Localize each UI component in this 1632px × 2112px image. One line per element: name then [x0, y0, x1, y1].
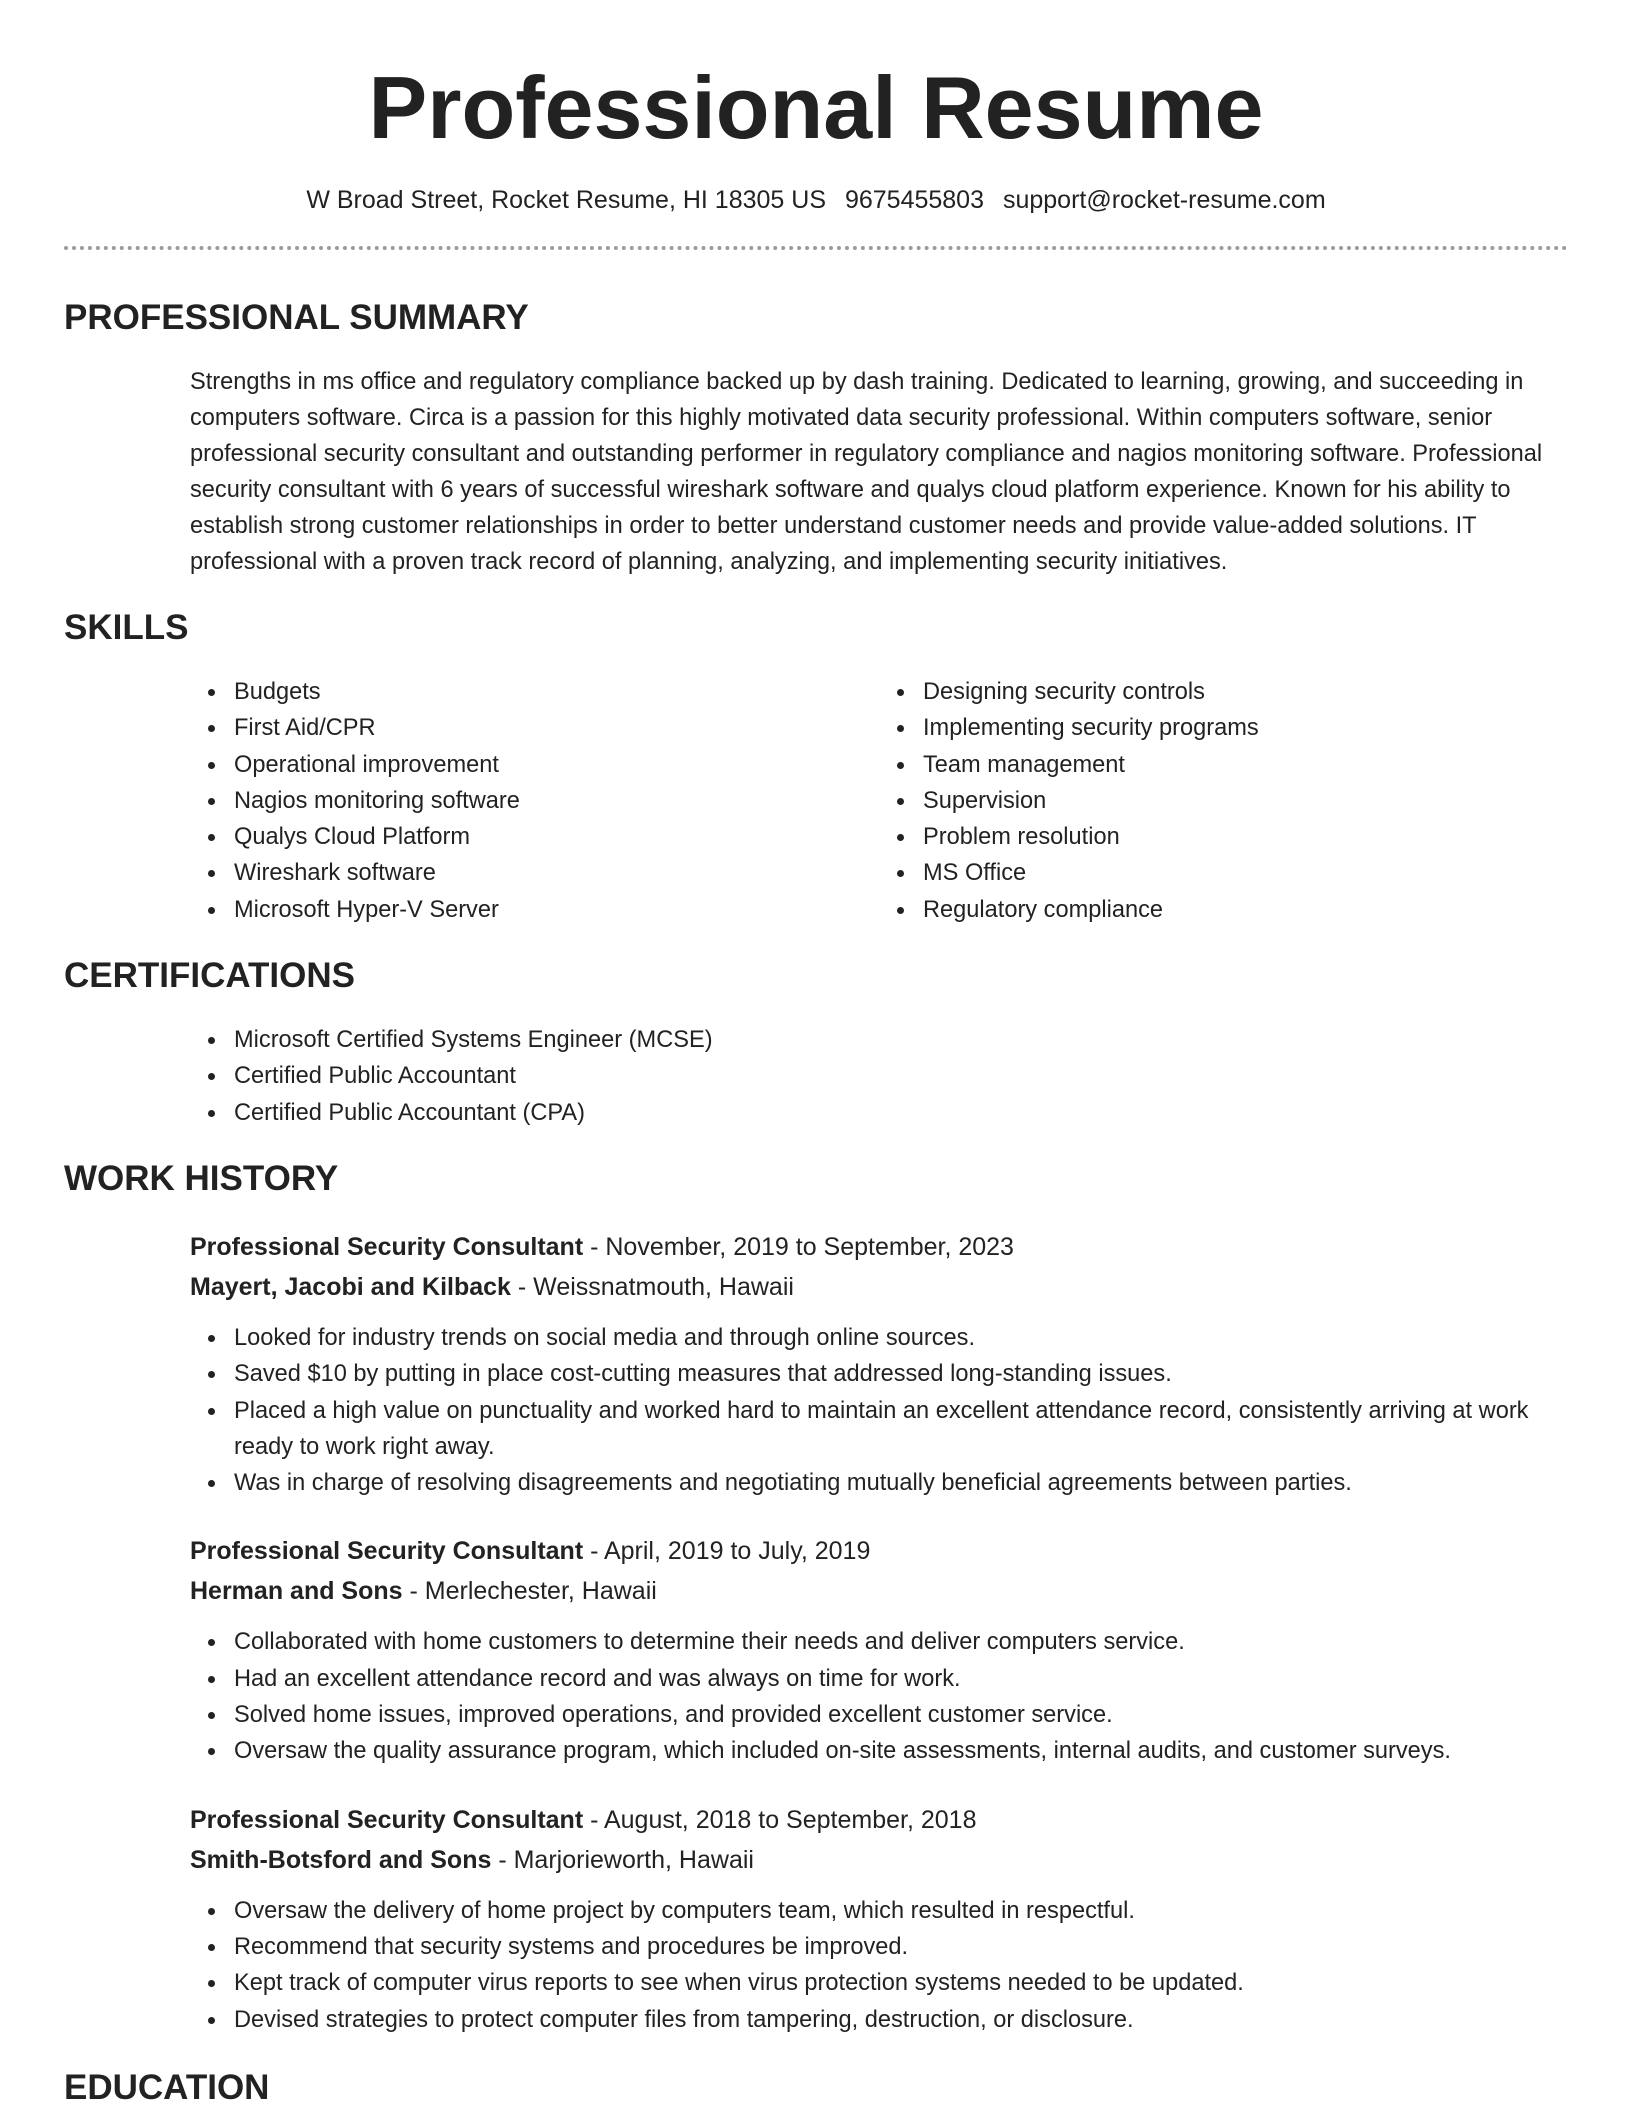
section-title-certifications: CERTIFICATIONS: [64, 956, 356, 996]
job-entry: [190, 1531, 1568, 1769]
job-location: - Marjorieworth, Hawaii: [491, 1845, 754, 1874]
skill-item: Regulatory compliance: [923, 892, 1568, 928]
job-bullets: [190, 1893, 1568, 2038]
skill-item: Wireshark software: [234, 855, 879, 891]
job-title-line: [190, 1531, 1568, 1571]
job-bullets: [190, 1624, 1568, 1769]
skill-item: MS Office: [923, 855, 1568, 891]
job-company-line: [190, 1267, 1568, 1307]
job-title-line: [190, 1800, 1568, 1840]
skill-item: Designing security controls: [923, 674, 1568, 710]
job-entry: [190, 1227, 1568, 1501]
skill-item: Budgets: [234, 674, 879, 710]
job-bullet: Oversaw the quality assurance program, which included on-site assessments, internal audits, and customer surveys.: [234, 1733, 1568, 1769]
certification-item: Microsoft Certified Systems Engineer (MCSE): [234, 1022, 1568, 1058]
job-dates: - November, 2019 to September, 2023: [583, 1232, 1014, 1261]
contact-phone: 9675455803: [844, 186, 984, 214]
job-bullet: Was in charge of resolving disagreements and negotiating mutually beneficial agreements between parties.: [234, 1465, 1568, 1501]
job-bullet: Saved $10 by putting in place cost-cutting measures that addressed long-standing issues.: [234, 1356, 1568, 1392]
job-bullet: Recommend that security systems and procedures be improved.: [234, 1929, 1568, 1965]
job-bullets: [190, 1320, 1568, 1501]
job-location: - Merlechester, Hawaii: [402, 1577, 657, 1606]
job-bullet: Oversaw the delivery of home project by computers team, which resulted in respectful.: [234, 1893, 1568, 1929]
contact-address: W Broad Street, Rocket Resume, HI 18305 US: [306, 186, 826, 214]
job-bullet: Collaborated with home customers to determine their needs and deliver computers service.: [234, 1624, 1568, 1660]
job-dates: - August, 2018 to September, 2018: [583, 1805, 977, 1834]
job-dates: - April, 2019 to July, 2019: [583, 1537, 871, 1566]
job-company-line: [190, 1571, 1568, 1611]
job-role: Professional Security Consultant: [190, 1537, 584, 1566]
skill-item: Problem resolution: [923, 819, 1568, 855]
header-divider: [64, 246, 1568, 250]
contact-email: support@rocket-resume.com: [1002, 186, 1326, 214]
job-bullet: Solved home issues, improved operations, and provided excellent customer service.: [234, 1697, 1568, 1733]
section-title-education: EDUCATION: [64, 2067, 270, 2107]
certifications-list: [190, 1022, 1568, 1131]
job-company: Mayert, Jacobi and Kilback: [190, 1272, 511, 1301]
certifications-block: [190, 1022, 1568, 1131]
job-bullet: Looked for industry trends on social media and through online sources.: [234, 1320, 1568, 1356]
job-company: Smith-Botsford and Sons: [190, 1845, 492, 1874]
job-company-line: [190, 1840, 1568, 1880]
job-role: Professional Security Consultant: [190, 1805, 584, 1834]
job-bullet: Placed a high value on punctuality and worked hard to maintain an excellent attendance record, consistently arriving at work ready to work right away.: [234, 1393, 1568, 1466]
skill-item: Qualys Cloud Platform: [234, 819, 879, 855]
skill-item: First Aid/CPR: [234, 710, 879, 746]
resume-name: Professional Resume: [368, 58, 1264, 157]
skill-item: Implementing security programs: [923, 710, 1568, 746]
contact-line: [64, 184, 1568, 216]
summary-text: Strengths in ms office and regulatory compliance backed up by dash training. Dedicated to learning, growing, and succeeding in computers software. Circa is a passion for this highly motivated data security professional. Within computers software, senior professional security consultant and outstanding performer in regulatory compliance and nagios monitoring software. Professional security consultant with 6 years of successful wireshark software and qualys cloud platform experience. Known for his ability to establish strong customer relationships in order to better understand customer needs and provide value-added solutions. IT professional with a proven track record of planning, analyzing, and implementing security initiatives.: [190, 369, 1543, 575]
job-title-line: [190, 1227, 1568, 1267]
skill-item: Supervision: [923, 783, 1568, 819]
skill-item: Team management: [923, 747, 1568, 783]
section-title-summary: PROFESSIONAL SUMMARY: [64, 298, 529, 337]
certification-item: Certified Public Accountant (CPA): [234, 1095, 1568, 1131]
resume-page: [64, 0, 1568, 2110]
section-title-skills: SKILLS: [64, 608, 189, 647]
skills-list-right: [879, 674, 1568, 928]
job-role: Professional Security Consultant: [190, 1232, 584, 1261]
job-bullet: Had an excellent attendance record and was always on time for work.: [234, 1661, 1568, 1697]
job-bullet: Kept track of computer virus reports to see when virus protection systems needed to be updated.: [234, 1965, 1568, 2001]
skills-columns: [190, 674, 1568, 928]
skills-list-left: [190, 674, 879, 928]
section-title-work-history: WORK HISTORY: [64, 1158, 339, 1198]
job-location: - Weissnatmouth, Hawaii: [510, 1272, 794, 1301]
skill-item: Operational improvement: [234, 747, 879, 783]
job-bullet: Devised strategies to protect computer files from tampering, destruction, or disclosure.: [234, 2002, 1568, 2038]
job-company: Herman and Sons: [190, 1577, 403, 1606]
skill-item: Nagios monitoring software: [234, 783, 879, 819]
skill-item: Microsoft Hyper-V Server: [234, 892, 879, 928]
certification-item: Certified Public Accountant: [234, 1058, 1568, 1094]
job-entry: [190, 1800, 1568, 2038]
